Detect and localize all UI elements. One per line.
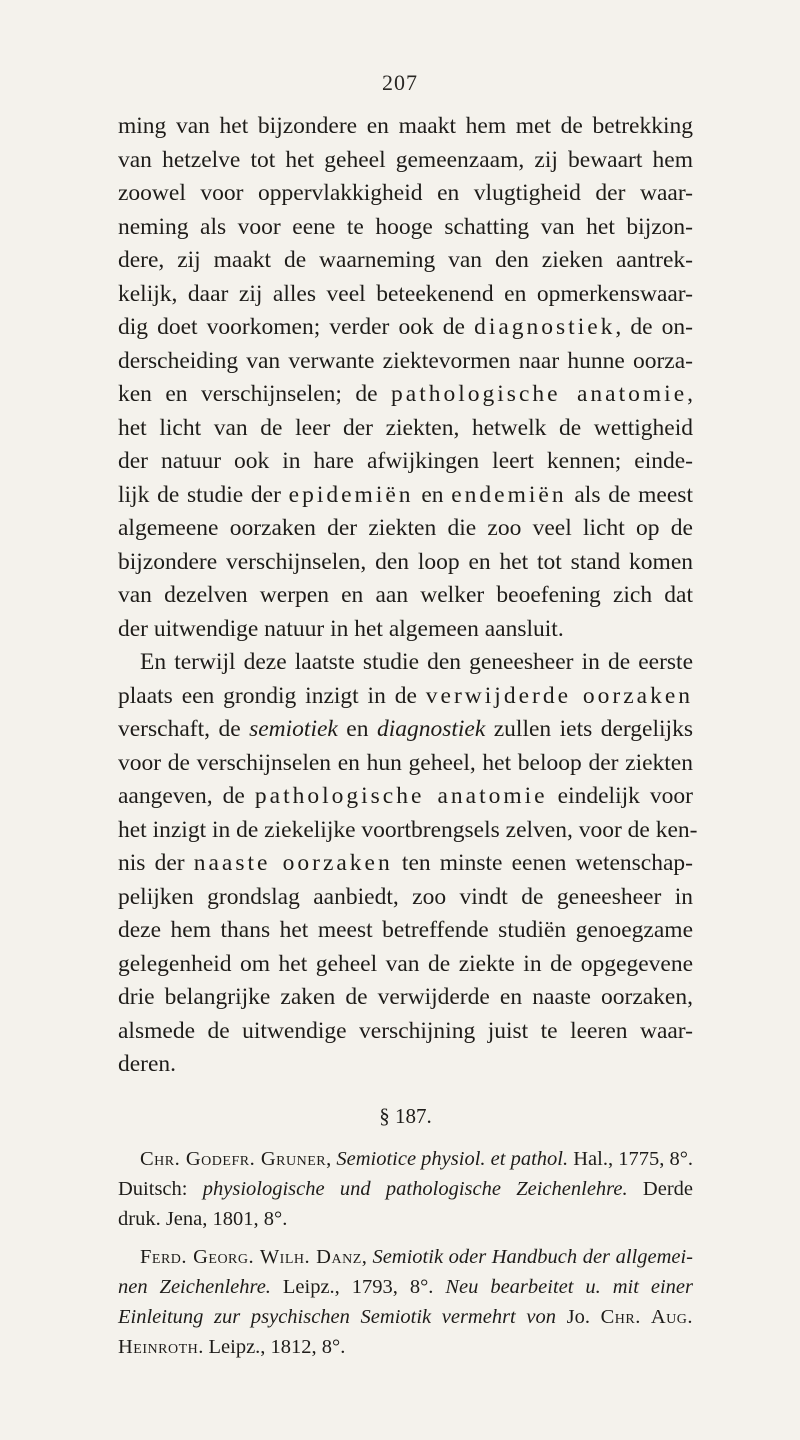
text-line (118, 1302, 693, 1332)
text-run: deze hem thans het meest betreffende studiën genoegzame (118, 917, 693, 943)
text-line (118, 1272, 693, 1302)
body-text (118, 110, 698, 1370)
section-heading: § 187. (379, 1103, 432, 1128)
text-run: het licht van de leer der ziekten, hetwelk de wettigheid (118, 414, 693, 441)
text-line (118, 144, 693, 178)
bibliography (118, 1144, 693, 1362)
spaced-term: epidemiën (288, 481, 414, 508)
text-line (118, 1174, 693, 1204)
text-run: alsmede de uitwendige verschijning juist te leeren waar- (118, 1017, 693, 1044)
author-name: Heinroth (118, 1335, 199, 1358)
text-run: dere, zij maakt de waarneming van den zieken aantrek- (118, 247, 693, 273)
text-run: derscheiding van verwante ziektevormen naar hunne oorza- (118, 347, 693, 374)
italic-term: Neu bearbeitet u. mit einer (445, 1275, 693, 1298)
text-run: , (361, 1245, 373, 1268)
text-line (118, 747, 693, 781)
spaced-term: verwijderde oorzaken (425, 682, 693, 709)
text-line (118, 948, 693, 982)
text-run: der uitwendige natuur in het algemeen aansluit. (118, 615, 564, 642)
text-run: voor de verschijnselen en hun geheel, het beloop der ziekten (118, 749, 693, 776)
italic-term: physiologische und pathologische Zeichenlehre. (202, 1177, 628, 1200)
text-run: En terwijl deze laatste studie den geneesheer in de eerste (140, 649, 693, 675)
text-run: ten minste eenen wetenschap- (392, 850, 693, 876)
text-line (118, 981, 693, 1015)
spaced-term: naaste oorzaken (193, 850, 393, 876)
author-name: Chr. Godefr. Gruner (140, 1147, 327, 1170)
text-run: lijk de studie der (118, 481, 289, 508)
text-line (118, 177, 693, 211)
text-run: druk. Jena, 1801, 8°. (118, 1207, 288, 1230)
text-line (118, 1144, 693, 1174)
text-line (118, 445, 693, 479)
text-run: plaats een grondig inzigt in de (118, 682, 426, 709)
text-run: , (326, 1147, 337, 1170)
spaced-term: pathologische anatomie (254, 783, 548, 809)
text-run: Hal., 1775, 8°. (568, 1147, 694, 1170)
text-run: , (687, 381, 694, 407)
text-run: en (337, 716, 377, 742)
text-line (118, 713, 693, 747)
text-run: het inzigt in de ziekelijke voortbrengsels zelven, voor de ken- (118, 816, 698, 843)
text-line (118, 646, 693, 680)
text-line (118, 546, 693, 580)
spaced-term: diagnostiek (474, 314, 616, 340)
text-line (118, 345, 693, 379)
text-run: en (413, 481, 452, 508)
text-line (118, 110, 693, 144)
italic-term: diagnostiek (376, 716, 486, 742)
text-line (118, 1204, 693, 1234)
text-line (118, 914, 693, 948)
italic-term: nen Zeichenlehre. (118, 1275, 271, 1298)
author-name: Chr. Aug. (600, 1305, 693, 1328)
text-run: neming als voor eene te hooge schatting van het bijzon- (118, 213, 693, 240)
text-line (118, 1242, 693, 1272)
text-line (118, 613, 693, 647)
text-run: der natuur ook in hare afwijkingen leert kennen; einde- (118, 448, 693, 474)
text-run: kelijk, daar zij alles veel beteekenend en opmerkenswaar- (118, 280, 693, 307)
text-line (118, 412, 693, 446)
text-line (118, 814, 698, 848)
text-line (118, 278, 693, 312)
text-run: ken en verschijnselen; de (118, 381, 392, 407)
text-line (118, 1048, 693, 1082)
text-line (118, 244, 693, 278)
italic-term: Semiotik oder Handbuch der allgemei- (372, 1245, 694, 1268)
bibliography-entry (118, 1242, 693, 1362)
text-run: Duitsch: (118, 1177, 203, 1200)
text-run: verschaft, de (118, 716, 250, 742)
text-line (118, 378, 693, 412)
text-run: gelegenheid om het geheel van de ziekte in de opgegevene (118, 950, 693, 977)
text-run: van hetzelve tot het geheel gemeenzaam, zij bewaart hem (118, 146, 693, 173)
text-line (118, 881, 693, 915)
text-run: zullen iets dergelijks (485, 716, 693, 742)
text-run: deren. (118, 1051, 177, 1077)
text-run: aangeven, de (118, 783, 255, 809)
italic-term: Einleitung zur psychischen Semiotik vermehrt von (118, 1305, 556, 1328)
spaced-term: pathologische anatomie (391, 381, 688, 407)
text-run: van dezelven werpen en aan welker beoefening zich dat (118, 582, 693, 608)
text-run: Jo. (555, 1305, 601, 1328)
text-run: pelijken grondslag aanbiedt, zoo vindt de geneesheer in (118, 883, 693, 910)
text-run: Derde (627, 1177, 693, 1200)
text-line (118, 1015, 693, 1049)
text-run: . Leipz., 1812, 8°. (198, 1335, 346, 1358)
bibliography-entry (118, 1144, 693, 1234)
text-line (118, 847, 693, 881)
text-line (118, 479, 693, 513)
spaced-term: endemiën (451, 481, 567, 508)
text-line (118, 579, 693, 613)
text-run: ming van het bijzondere en maakt hem met de betrekking (118, 113, 693, 139)
text-run: Leipz., 1793, 8°. (270, 1275, 446, 1298)
text-run: zoowel voor oppervlakkigheid en vlugtigheid der waar- (118, 180, 693, 206)
italic-term: Semiotice physiol. et pathol. (336, 1147, 569, 1170)
text-run: , de on- (615, 314, 693, 340)
text-run: bijzondere verschijnselen, den loop en het tot stand komen (118, 548, 693, 575)
text-run: nis der (118, 850, 194, 876)
text-line (118, 512, 693, 546)
text-run: algemeene oorzaken der ziekten die zoo veel licht op de (118, 515, 693, 541)
text-line (118, 680, 693, 714)
text-run: drie belangrijke zaken de verwijderde en naaste oorzaken, (118, 984, 693, 1010)
body-paragraphs (118, 110, 698, 1082)
text-line (118, 211, 693, 245)
text-run: dig doet voorkomen; verder ook de (118, 314, 475, 340)
text-line (118, 780, 693, 814)
text-line (118, 311, 693, 345)
text-run: als de meest (566, 481, 693, 508)
text-run: eindelijk voor (547, 783, 693, 809)
page-number: 207 (382, 70, 418, 95)
author-name: Ferd. Georg. Wilh. Danz (140, 1245, 362, 1268)
text-line (118, 1332, 693, 1362)
italic-term: semiotiek (249, 716, 338, 742)
